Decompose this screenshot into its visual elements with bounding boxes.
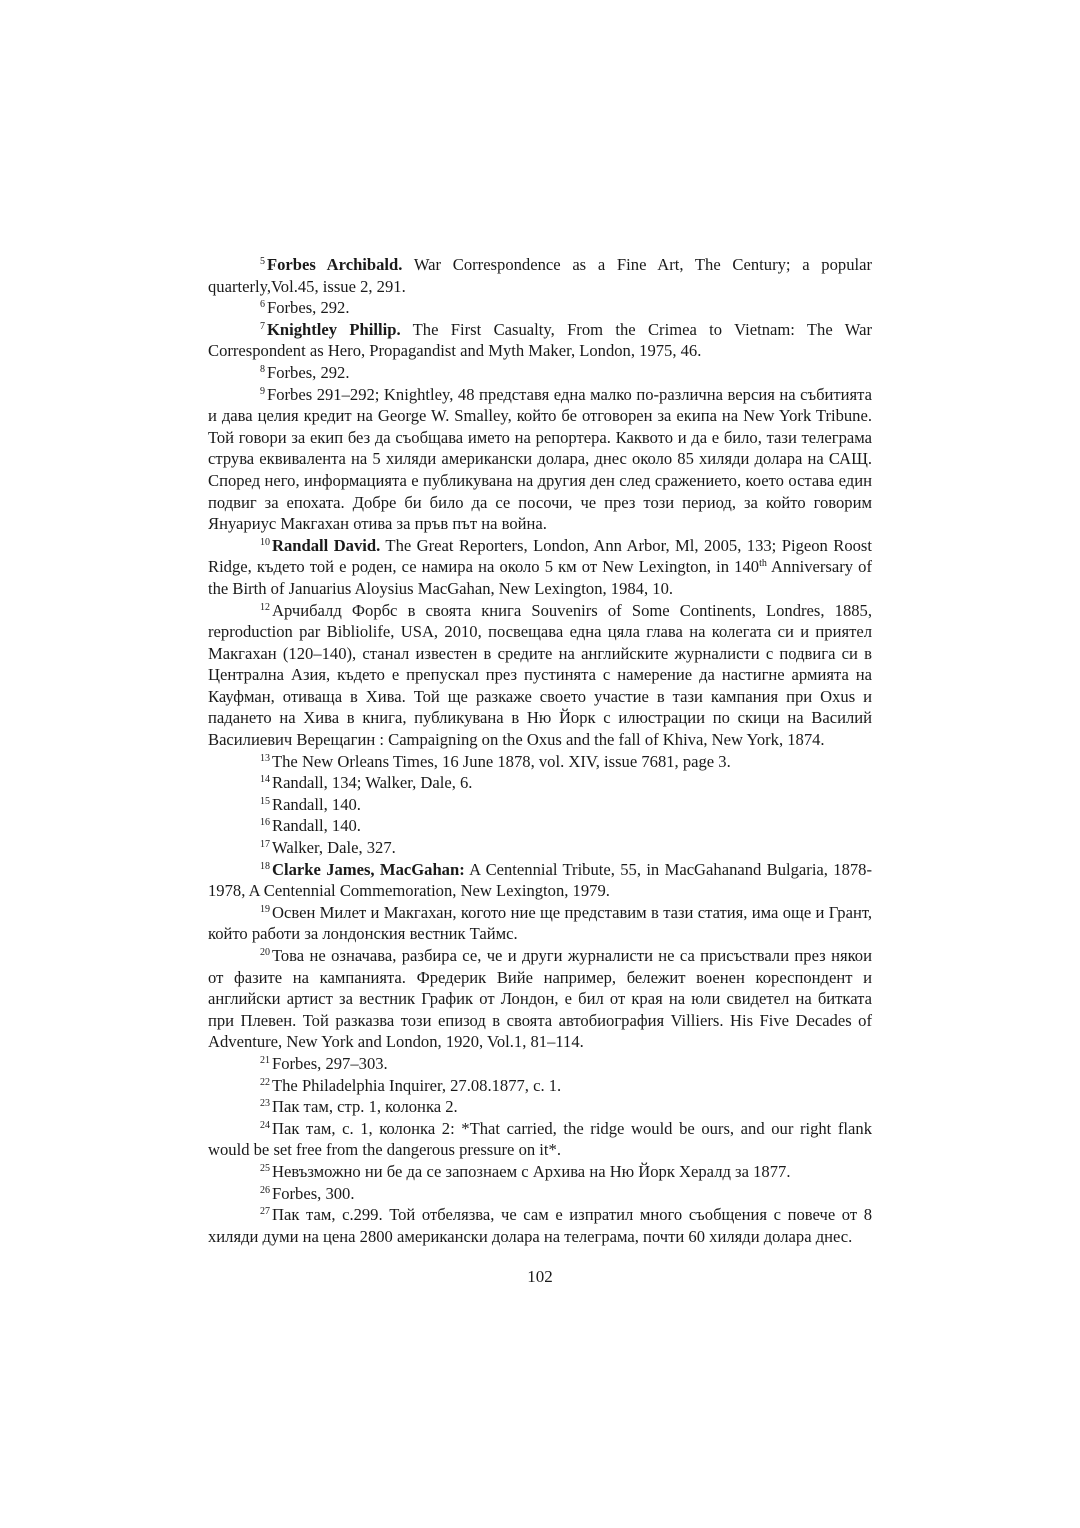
footnote-number: 25 — [260, 1162, 270, 1174]
footnote-number: 24 — [260, 1119, 270, 1131]
footnote-12 — [208, 600, 872, 751]
footnote-number: 22 — [260, 1076, 270, 1088]
footnote-number: 14 — [260, 774, 270, 786]
footnote-author: Knightley Phillip. — [267, 319, 401, 339]
footnote-number: 6 — [260, 299, 265, 311]
footnote-text: Randall, 134; Walker, Dale, 6. — [272, 773, 473, 793]
footnote-text: Forbes, 300. — [272, 1183, 355, 1203]
footnote-author: Forbes Archibald. — [267, 255, 403, 274]
footnote-text: Forbes, 292. — [267, 362, 350, 382]
footnote-text: Forbes, 297–303. — [272, 1053, 388, 1073]
footnote-text: The Philadelphia Inquirer, 27.08.1877, с. 1. — [272, 1075, 562, 1095]
footnote-20 — [208, 945, 872, 1053]
footnote-text: Арчибалд Форбс в своята книга Souvenirs of Some Continents, Londres, 1885, reproduction par Bibliolife, USA, 2010, посвещава една цяла глава на колегата си и приятел Макгахан (120–140), станал известен в средите на английските журналисти с подвига си в Централна Азия, където е препускал през пустинята с намерение да настигне армията на Кауфман, отиваща в Хива. Той ще разкаже своето участие в тази кампания при Oxus и падането на Хива в книга, публикувана в Ню Йорк с илюстрации по скици на Василий Василиевич Верещагин : Campaigning on the Oxus and the fall of Khiva, New York, 1874. — [208, 600, 872, 750]
footnote-number: 21 — [260, 1054, 270, 1066]
footnote-text: The Great Reporters, London, Ann Arbor, Ml, 2005, 133; Pigeon Roost Ridge, където той е роден, се намира на около 5 км от New Lexington, in 140 — [208, 535, 873, 577]
footnote-number: 7 — [260, 320, 265, 332]
footnote-14 — [208, 772, 872, 794]
footnote-number: 20 — [260, 947, 270, 958]
footnote-text: Пак там, стр. 1, колонка 2. — [272, 1097, 458, 1117]
footnote-number: 5 — [260, 256, 265, 267]
footnote-7 — [208, 319, 872, 362]
footnote-text: Освен Милет и Макгахан, когото ние ще представим в тази статия, има още и Грант, който работи за лондонския вестник Таймс. — [208, 902, 872, 944]
footnote-text: Това не означава, разбира се, че и други журналисти не са присъствали през някои от фазите на кампанията. Фредерик Вийе например, бележит военен кореспондент и английски артист за вестник График от Лондон, е бил от края на юли свидетел на битката при Плевен. Той разказва този епизод в своята автобиография Villiers. His Five Decades of Adventure, New York and London, 1920, Vol.1, 81–114. — [208, 946, 872, 1052]
footnote-19 — [208, 902, 872, 945]
footnote-text: Пак там, с. 1, колонка 2: *That carried, the ridge would be ours, and our right flank would be set free from the dangerous pressure on it*. — [208, 1118, 872, 1160]
footnote-number: 15 — [260, 795, 270, 807]
footnote-number: 13 — [260, 752, 270, 764]
footnote-23 — [208, 1096, 872, 1118]
page-number: 102 — [527, 1267, 553, 1286]
footnotes-block — [208, 254, 872, 1247]
footnote-author: Randall David. — [272, 535, 381, 555]
footnote-16 — [208, 815, 872, 837]
footnote-15 — [208, 794, 872, 816]
footnote-text: Невъзможно ни бе да се запознаем с Архива на Ню Йорк Хералд за 1877. — [272, 1161, 791, 1181]
footnote-18 — [208, 859, 872, 902]
footnote-text: Randall, 140. — [272, 794, 361, 814]
footnote-text: War Correspondence as a Fine Art, The Century; a popular quarterly,Vol.45, issue 2, 291. — [208, 255, 872, 296]
footnote-text: A Centennial Tribute, 55, in MacGahanand Bulgaria, 1878-1978, A Centennial Commemoration, New Lexington, 1979. — [208, 859, 873, 901]
footnote-10 — [208, 535, 872, 600]
footnote-text: Пак там, с.299. Той отбелязва, че сам е изпратил много съобщения с повече от 8 хиляди думи на цена 2800 американски долара на телеграма, почти 60 хиляди долара днес. — [208, 1205, 872, 1246]
footnote-number: 12 — [260, 601, 270, 613]
footnote-8 — [208, 362, 872, 384]
footnote-text: The New Orleans Times, 16 June 1878, vol. XIV, issue 7681, page 3. — [272, 751, 731, 771]
footnote-17 — [208, 837, 872, 859]
footnote-number: 27 — [260, 1206, 270, 1218]
footnote-number: 23 — [260, 1098, 270, 1110]
footnote-number: 8 — [260, 363, 265, 375]
footnote-text: The First Casualty, From the Crimea to Vietnam: The War Correspondent as Hero, Propagandist and Myth Maker, London, 1975, 46. — [208, 319, 872, 361]
footnote-number: 10 — [260, 536, 270, 548]
footnote-text: Randall, 140. — [272, 816, 361, 836]
ordinal-suffix: th — [759, 558, 767, 570]
footnote-number: 9 — [260, 385, 265, 397]
footnote-21 — [208, 1053, 872, 1075]
footnote-author: Clarke James, MacGahan: — [272, 859, 465, 879]
footnote-13 — [208, 751, 872, 773]
footnote-text: Walker, Dale, 327. — [272, 838, 396, 858]
footnote-26 — [208, 1183, 872, 1205]
footnote-number: 19 — [260, 903, 270, 915]
footnote-number: 16 — [260, 817, 270, 829]
footnote-text: Forbes, 292. — [267, 298, 350, 318]
footnote-27 — [208, 1204, 872, 1247]
footnote-text-continued: Anniversary of the Birth of Januarius Aloysius MacGahan, New Lexington, 1984, 10. — [208, 557, 872, 598]
footnote-number: 18 — [260, 860, 270, 872]
footnote-text: Forbes 291–292; Knightley, 48 представя една малко по-различна версия на събитията и дава целия кредит на George W. Smalley, който бе отговорен за екипа на New York Tribune. Той говори за екип без да съобщава името на репортера. Каквото и да е било, тази телеграма струва еквивалента на 5 хиляди американски долара, днес около 85 хиляди долара на САЩ. Според него, информацията е публикувана на другия ден след сражението, което остава един подвиг за епохата. Добре би било да се посочи, че през този период, за който говорим Януариус Макгахан отива за пръв път на война. — [208, 384, 872, 534]
footnote-5 — [208, 254, 872, 297]
footnote-9 — [208, 384, 872, 535]
footnote-6 — [208, 297, 872, 319]
footnote-25 — [208, 1161, 872, 1183]
footnote-22 — [208, 1075, 872, 1097]
footnote-number: 17 — [260, 839, 270, 851]
footnote-number: 26 — [260, 1184, 270, 1196]
footnote-24 — [208, 1118, 872, 1161]
